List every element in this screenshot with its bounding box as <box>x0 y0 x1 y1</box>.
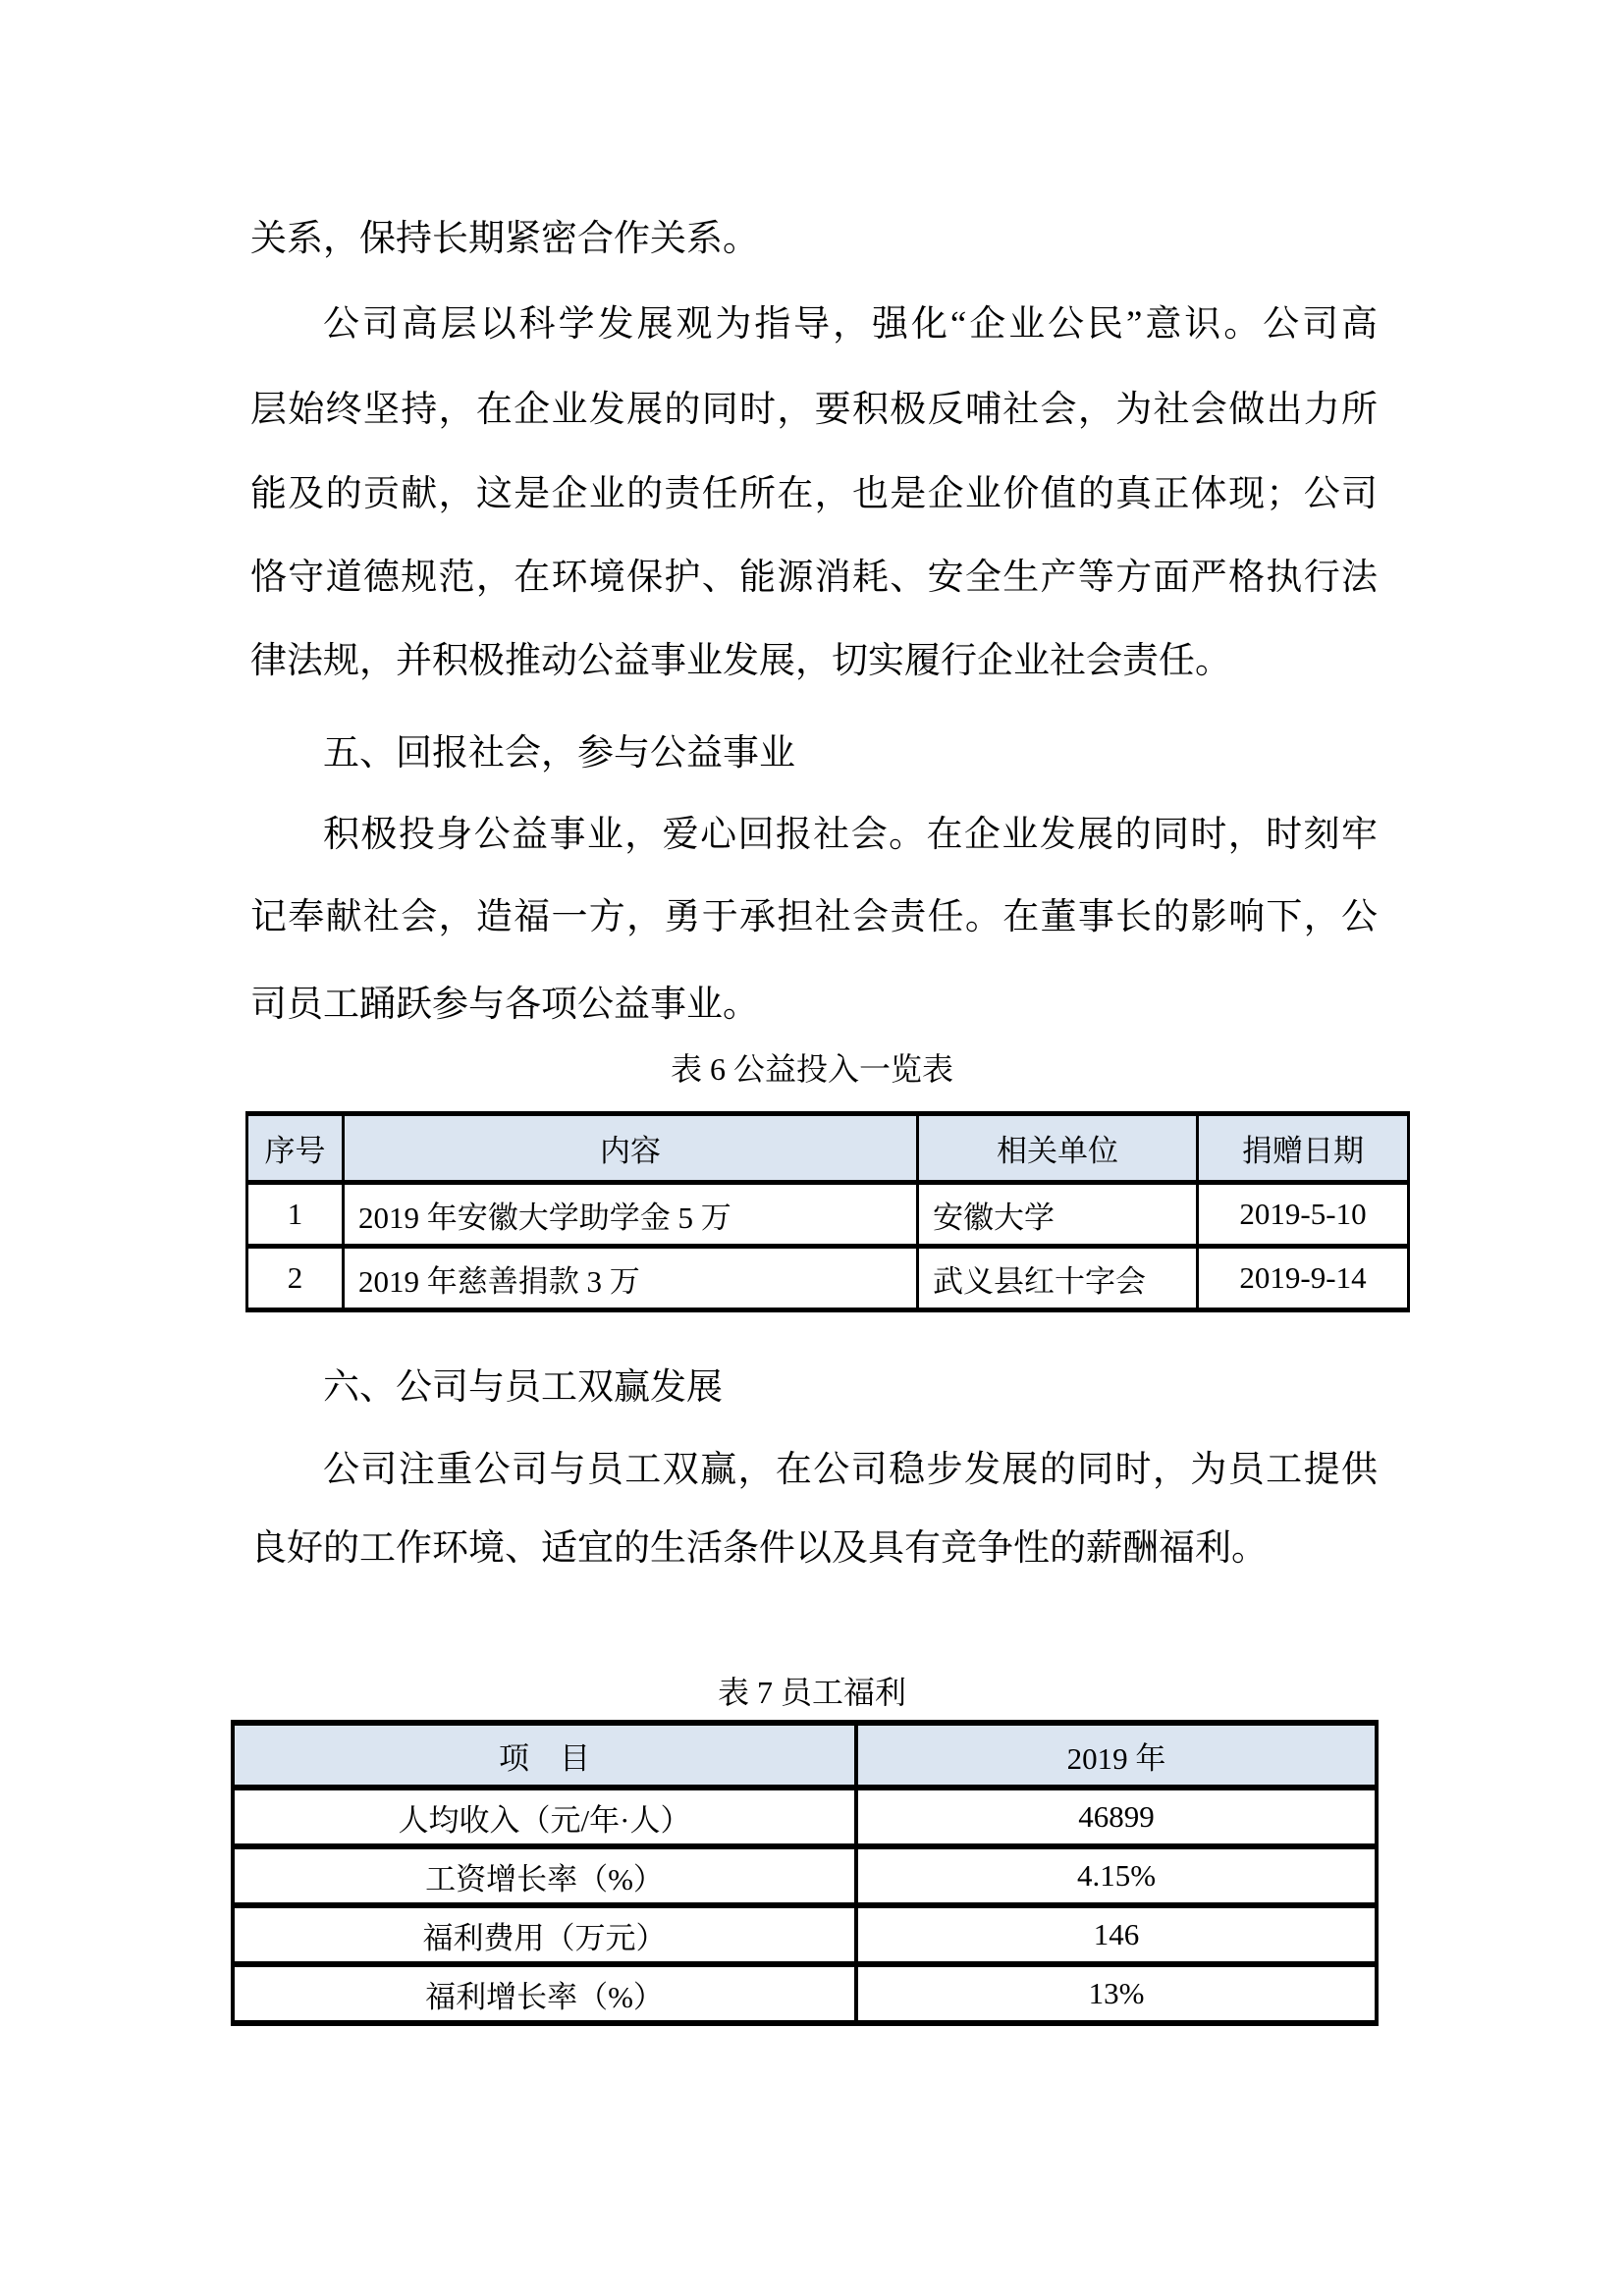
welfare-header-item: 项 目 <box>233 1723 856 1788</box>
para-csr-line-1: 公司高层以科学发展观为指导，强化“企业公民”意识。公司高 <box>323 304 1378 345</box>
section-heading-6: 六、公司与员工双赢发展 <box>323 1367 723 1408</box>
donations-header-row <box>247 1114 1409 1183</box>
table7-caption: 表 7 员工福利 <box>717 1675 906 1710</box>
welfare-item-value: 13% <box>856 1964 1377 2023</box>
para-winwin-line-1: 公司注重公司与员工双赢，在公司稳步发展的同时，为员工提供 <box>323 1450 1378 1490</box>
para-csr-line-4: 恪守道德规范，在环境保护、能源消耗、安全生产等方面严格执行法 <box>250 558 1378 598</box>
para-csr-line-2: 层始终坚持，在企业发展的同时，要积极反哺社会，为社会做出力所 <box>250 390 1378 430</box>
welfare-item-label: 工资增长率（%） <box>233 1846 856 1905</box>
donations-cell-date: 2019-5-10 <box>1198 1183 1409 1247</box>
section-heading-5: 五、回报社会，参与公益事业 <box>323 733 795 774</box>
welfare-header-year: 2019 年 <box>856 1723 1377 1788</box>
welfare-row-benefit-cost <box>233 1905 1377 1964</box>
welfare-item-value: 46899 <box>856 1788 1377 1846</box>
donations-header-index: 序号 <box>247 1114 344 1183</box>
para-csr-line-5: 律法规，并积极推动公益事业发展，切实履行企业社会责任。 <box>250 641 1231 681</box>
donations-cell-index: 2 <box>247 1247 344 1310</box>
donations-table <box>245 1111 1410 1312</box>
body-line-intro-tail: 关系，保持长期紧密合作关系。 <box>250 219 759 259</box>
welfare-item-value: 4.15% <box>856 1846 1377 1905</box>
welfare-row-benefit-growth <box>233 1964 1377 2023</box>
donations-row-2 <box>247 1247 1409 1310</box>
para-society-line-2: 记奉献社会，造福一方，勇于承担社会责任。在董事长的影响下，公 <box>250 897 1378 937</box>
donations-cell-date: 2019-9-14 <box>1198 1247 1409 1310</box>
welfare-item-label: 福利增长率（%） <box>233 1964 856 2023</box>
donations-row-1 <box>247 1183 1409 1247</box>
donations-cell-content: 2019 年慈善捐款 3 万 <box>344 1247 918 1310</box>
donations-cell-index: 1 <box>247 1183 344 1247</box>
donations-cell-unit: 武义县红十字会 <box>918 1247 1198 1310</box>
donations-cell-unit: 安徽大学 <box>918 1183 1198 1247</box>
welfare-row-income <box>233 1788 1377 1846</box>
table6-caption: 表 6 公益投入一览表 <box>670 1051 953 1087</box>
welfare-row-wage-growth <box>233 1846 1377 1905</box>
para-society-line-3: 司员工踊跃参与各项公益事业。 <box>250 985 759 1025</box>
welfare-table <box>231 1720 1379 2026</box>
donations-header-date: 捐赠日期 <box>1198 1114 1409 1183</box>
welfare-item-label: 福利费用（万元） <box>233 1905 856 1964</box>
welfare-header-row <box>233 1723 1377 1788</box>
para-winwin-line-2: 良好的工作环境、适宜的生活条件以及具有竞争性的薪酬福利。 <box>250 1528 1268 1569</box>
donations-header-unit: 相关单位 <box>918 1114 1198 1183</box>
welfare-item-value: 146 <box>856 1905 1377 1964</box>
donations-header-content: 内容 <box>344 1114 918 1183</box>
donations-cell-content: 2019 年安徽大学助学金 5 万 <box>344 1183 918 1247</box>
para-society-line-1: 积极投身公益事业，爱心回报社会。在企业发展的同时，时刻牢 <box>323 815 1378 855</box>
welfare-item-label: 人均收入（元/年·人） <box>233 1788 856 1846</box>
para-csr-line-3: 能及的贡献，这是企业的责任所在，也是企业价值的真正体现；公司 <box>250 474 1378 514</box>
